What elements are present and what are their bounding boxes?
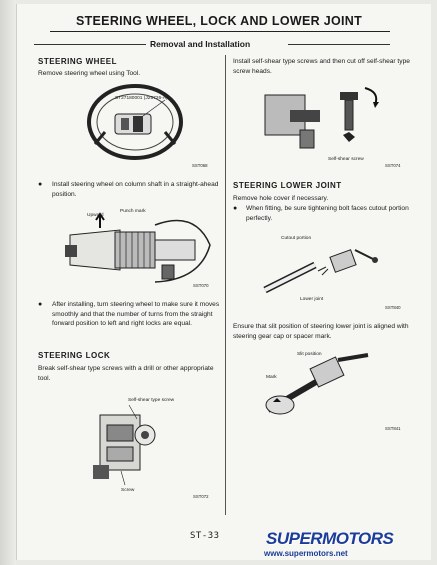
slit-alignment-figure — [258, 350, 378, 425]
after-installing-text: After installing, turn steering wheel to make sure it moves smoothly and that the number of turns from the straight forward position to left and right locks are equal. — [52, 301, 220, 328]
watermark-url: www.supermotors.net — [264, 549, 348, 558]
page-title: STEERING WHEEL, LOCK AND LOWER JOINT — [75, 14, 363, 28]
figure-code-sst070: SST070 — [193, 283, 209, 288]
column-divider — [225, 55, 226, 515]
section-rule-right — [288, 44, 390, 45]
install-screws-text: Install self-shear type screws and then cut off self-shear type screw heads. — [233, 58, 410, 75]
bullet-dot: ● — [38, 181, 43, 188]
self-shear-screw-callout: Self-shear screw — [328, 157, 364, 162]
steering-wheel-text: Remove steering wheel using Tool. — [38, 70, 141, 77]
self-shear-screw-label: Self-shear type screw — [128, 398, 175, 403]
figure-code-sst068: SST068 — [192, 163, 208, 168]
figure-code-sst072: SST072 — [193, 494, 209, 499]
watermark-logo — [260, 529, 428, 561]
punch-mark-label: Punch mark — [120, 209, 146, 214]
watermark-brand: SUPERMOTORS — [266, 529, 394, 548]
page-edge — [0, 0, 16, 565]
figure-code-sst074: SST074 — [385, 163, 401, 168]
figure-code-sst841: SST841 — [385, 426, 401, 431]
steering-wheel-heading: STEERING WHEEL — [38, 57, 118, 66]
bullet-dot: ● — [233, 205, 238, 212]
section-rule-left — [34, 44, 146, 45]
install-steering-wheel-text: Install steering wheel on column shaft in a straight-ahead position. — [52, 181, 219, 198]
upward-label: Upward — [87, 213, 104, 218]
ensure-slit-text: Ensure that slit position of steering lower joint is aligned with steering gear cap or spacer mark. — [233, 323, 409, 340]
lower-joint-label: Lower joint — [300, 297, 324, 302]
title-rule — [50, 31, 390, 32]
tool-label: ST27180001 (J25726-A) — [115, 96, 168, 101]
mark-label: Mark — [266, 375, 277, 380]
steering-lock-figure — [85, 395, 165, 495]
slit-position-label: Slit position — [297, 352, 322, 357]
cutout-portion-label: Cutout portion — [281, 236, 312, 241]
figure-code-sst840: SST840 — [385, 305, 401, 310]
lower-joint-figure — [260, 235, 400, 310]
steering-wheel-removal-figure — [75, 80, 215, 170]
section-heading: Removal and Installation — [150, 39, 251, 49]
lower-joint-heading: STEERING LOWER JOINT — [233, 181, 342, 190]
self-shear-screw-figure — [255, 80, 405, 160]
steering-column-alignment-figure — [60, 210, 220, 290]
bullet-dot: ● — [38, 301, 43, 308]
steering-lock-heading: STEERING LOCK — [38, 351, 111, 360]
tightening-bolt-text: When fitting, be sure tightening bolt faces cutout portion perfectly. — [246, 205, 409, 222]
hole-cover-text: Remove hole cover if necessary. — [233, 195, 329, 202]
screw-label: Screw — [121, 488, 135, 493]
page-number: ST-33 — [190, 531, 220, 541]
steering-lock-text: Break self-shear type screws with a drill or other appropriate tool. — [38, 365, 214, 382]
